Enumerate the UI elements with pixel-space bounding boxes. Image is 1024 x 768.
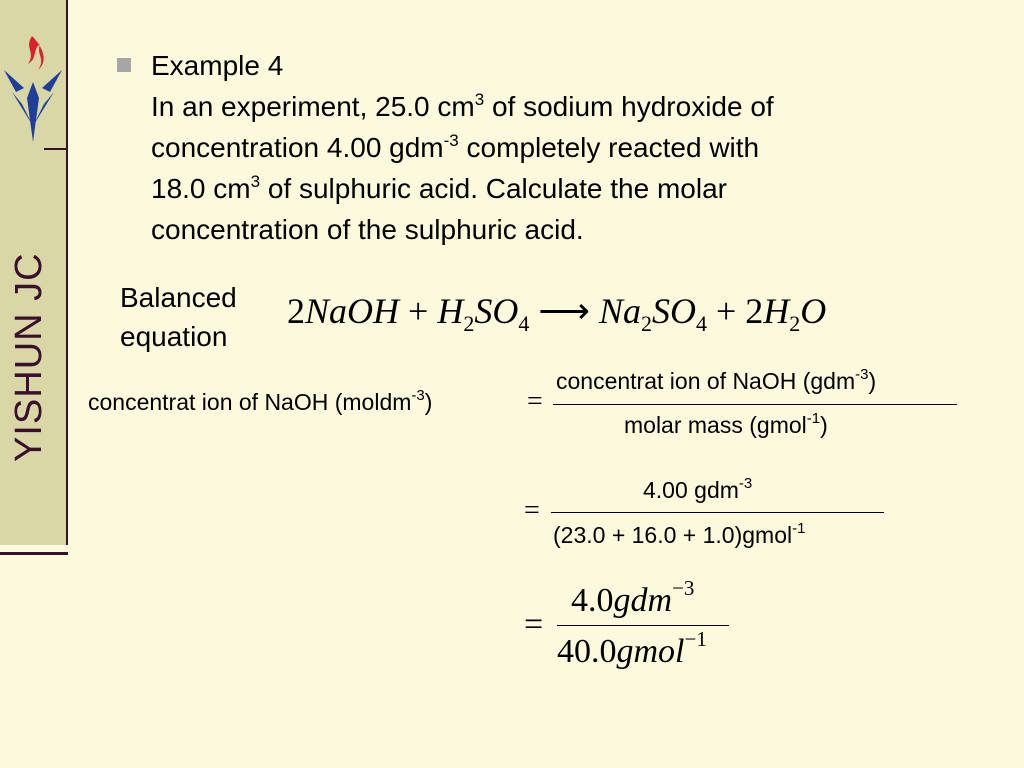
sidebar-divider-bottom <box>0 552 68 555</box>
question-line-1: In an experiment, 25.0 $cm^3$ of sodium hydroxide of <box>151 90 774 122</box>
question-line-2: concentration 4.00 gdm$^{-3}$ completely reacted with <box>151 131 760 163</box>
step1-numerator: 4.00 gdm$^{-3}$ <box>643 475 753 503</box>
step1-denominator: (23.0 + 16.0 + 1.0)gmol$^{-1}$ <box>553 520 806 548</box>
step2-denominator: 40.0gmol$^{-1}$ <box>557 627 707 670</box>
bullet-square-icon <box>117 58 131 72</box>
school-crest-icon <box>2 30 68 150</box>
example-title: Example 4 <box>151 50 284 81</box>
balanced-equation: 2NaOH + $H_2SO_4$ ⟶ $Na_2SO_4 + 2H_2O$ <box>287 291 827 336</box>
formula-equals: = <box>527 386 543 417</box>
formula-lhs: concentrat ion of NaOH (moldm$^{-3}$) <box>88 387 433 415</box>
step1-fraction-bar <box>551 512 884 513</box>
question-line-4: concentration of the sulphuric acid. <box>151 214 584 245</box>
brand-label: YISHUN JC <box>8 252 50 462</box>
balanced-label: Balanced equation <box>120 282 237 352</box>
question-line-3: 18.0 $cm^3$ of sulphuric acid. Calculate the molar <box>151 172 727 204</box>
formula-fraction-bar <box>553 404 957 405</box>
step2-numerator: 4.0gdm$^{-3}$ <box>571 576 695 619</box>
formula-numerator: concentrat ion of NaOH (gdm$^{-3}$) <box>556 366 877 394</box>
step2-equals: = <box>524 606 544 643</box>
step2-fraction-bar <box>557 625 729 626</box>
formula-denominator: molar mass (gmol$^{-1}$) <box>624 410 828 438</box>
step1-equals: = <box>524 495 540 526</box>
